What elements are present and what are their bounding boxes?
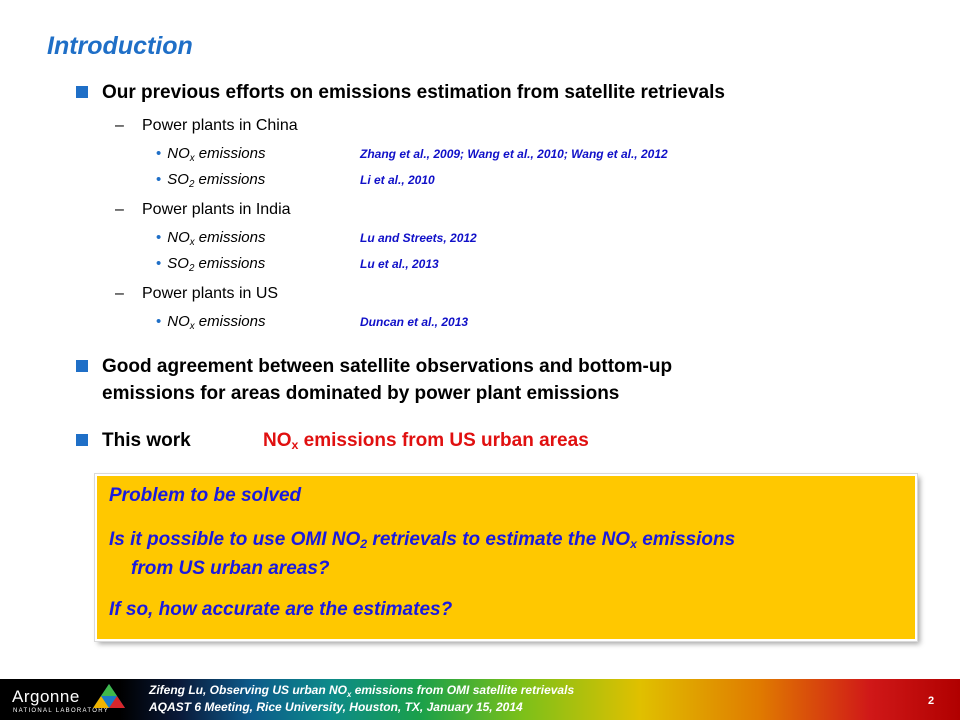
item-label-subscript: x [189, 237, 195, 248]
item-label-subscript: x [189, 153, 195, 164]
subbullet-china [115, 117, 298, 135]
footer-text: emissions from OMI satellite retrievals [351, 683, 575, 697]
dot-bullet-icon: • [156, 145, 162, 162]
item-label-rest: emissions [194, 229, 266, 246]
citation: Lu et al., 2013 [360, 257, 439, 271]
footer-bar [0, 679, 960, 720]
dot-bullet-icon: • [156, 313, 162, 330]
dot-bullet-icon: • [156, 255, 162, 272]
bullet-text: This work [102, 430, 191, 451]
question-subscript: x [630, 537, 637, 551]
question-subscript: 2 [360, 537, 368, 551]
this-work-topic [263, 427, 589, 454]
item-us-nox [156, 313, 469, 332]
item-label-prefix: NO [167, 145, 190, 162]
subbullet-us [115, 285, 278, 303]
item-china-so2 [156, 171, 435, 190]
logo-subtitle: NATIONAL LABORATORY [13, 708, 110, 714]
citation: Zhang et al., 2009; Wang et al., 2010; Wang et al., 2012 [360, 147, 668, 161]
topic-prefix: NO [263, 430, 292, 451]
item-label-rest: emissions [194, 313, 266, 330]
question-text: Is it possible to use OMI NO [109, 529, 361, 550]
square-bullet-icon [76, 360, 88, 372]
dot-bullet-icon: • [156, 171, 162, 188]
dash-icon: – [115, 285, 124, 302]
item-label-subscript: 2 [188, 263, 195, 274]
item-label-prefix: SO [167, 171, 189, 188]
problem-heading: Problem to be solved [109, 485, 302, 506]
item-label-rest: emissions [194, 145, 266, 162]
subbullet-label: Power plants in China [142, 117, 298, 134]
question-text: retrievals to estimate the NO [367, 529, 631, 550]
square-bullet-icon [76, 434, 88, 446]
question-2: If so, how accurate are the estimates? [109, 599, 453, 620]
question-1-line1 [109, 529, 735, 551]
bullet-text-line2: emissions for areas dominated by power plant emissions [102, 383, 620, 404]
subbullet-india [115, 201, 291, 219]
square-bullet-icon [76, 86, 88, 98]
item-label-rest: emissions [194, 171, 266, 188]
question-1-line2: from US urban areas? [131, 558, 330, 579]
argonne-triangle-icon [92, 683, 126, 709]
citation: Lu and Streets, 2012 [360, 231, 477, 245]
footer-text: Zifeng Lu, Observing US urban NO [149, 683, 348, 697]
item-label-prefix: NO [167, 229, 190, 246]
argonne-logo [12, 686, 120, 716]
dash-icon: – [115, 117, 124, 134]
item-label-subscript: x [189, 321, 195, 332]
footer-subscript: x [347, 690, 352, 699]
subbullet-label: Power plants in US [142, 285, 279, 302]
item-china-nox [156, 145, 668, 164]
item-label-prefix: NO [167, 313, 190, 330]
bullet-text-line1: Good agreement between satellite observations and bottom-up [102, 356, 673, 377]
logo-name: Argonne [12, 687, 80, 706]
topic-subscript: x [291, 438, 299, 452]
item-label-subscript: 2 [188, 179, 195, 190]
dot-bullet-icon: • [156, 229, 162, 246]
page-title: Introduction [47, 32, 193, 60]
item-india-so2 [156, 255, 439, 274]
question-text: emissions [636, 529, 736, 550]
dash-icon: – [115, 201, 124, 218]
item-label-rest: emissions [194, 255, 266, 272]
citation: Li et al., 2010 [360, 173, 435, 187]
item-label-prefix: SO [167, 255, 189, 272]
footer-line-2: AQAST 6 Meeting, Rice University, Houston, TX, January 15, 2014 [149, 700, 523, 714]
subbullet-label: Power plants in India [142, 201, 291, 218]
topic-rest: emissions from US urban areas [298, 430, 589, 451]
item-india-nox [156, 229, 477, 248]
footer-line-1 [149, 683, 574, 697]
citation: Duncan et al., 2013 [360, 315, 469, 329]
page-number: 2 [928, 695, 935, 707]
problem-box [95, 474, 917, 641]
bullet-text: Our previous efforts on emissions estimation from satellite retrievals [102, 82, 725, 103]
